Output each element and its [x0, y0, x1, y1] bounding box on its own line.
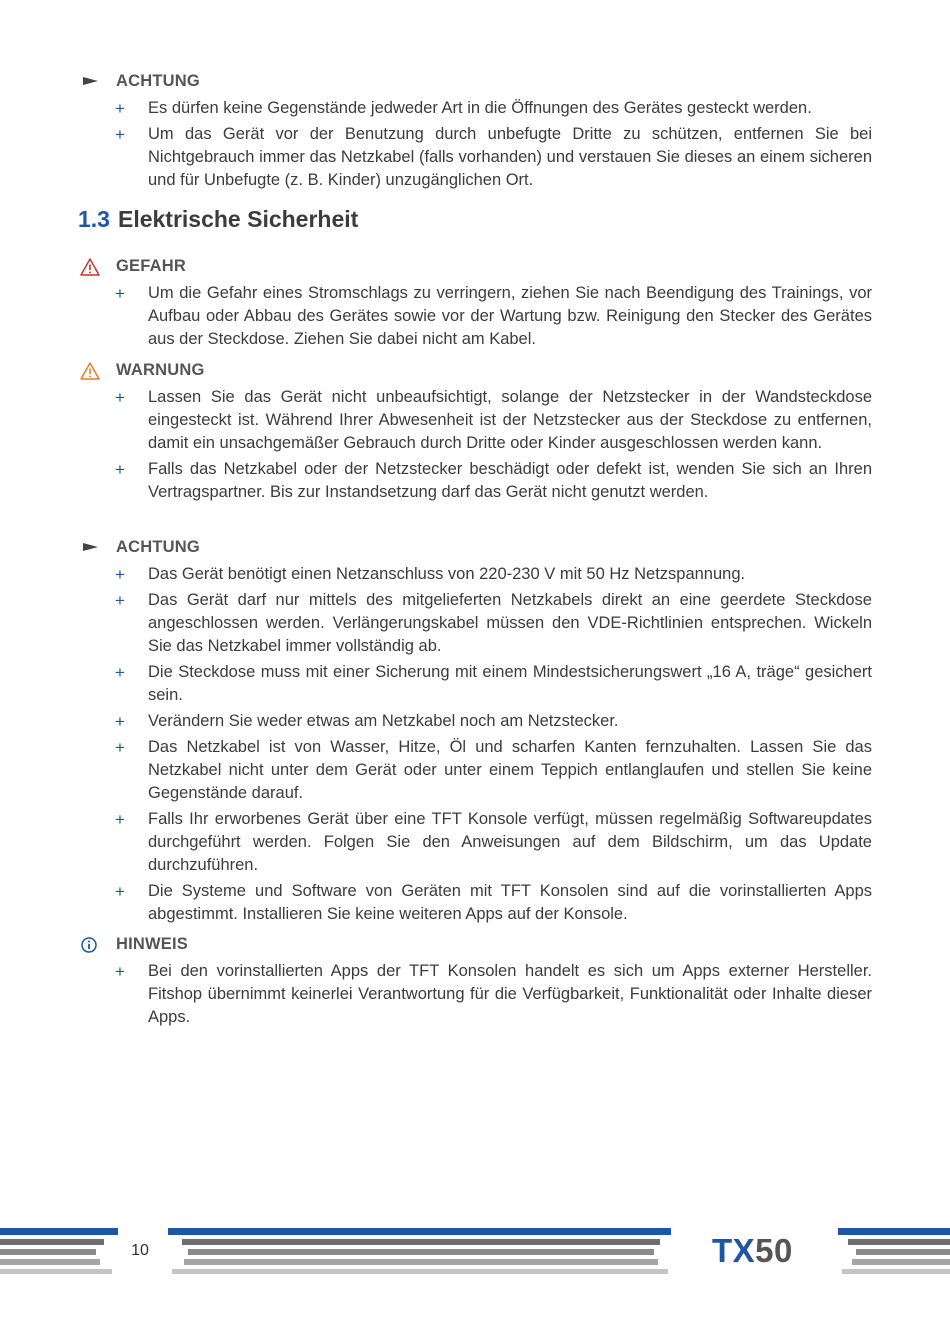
achtung-block — [0, 72, 950, 192]
plus-bullet-icon: + — [115, 99, 125, 118]
plus-bullet-icon: + — [115, 712, 125, 731]
plus-bullet-icon: + — [115, 460, 125, 479]
product-name — [712, 1232, 793, 1270]
block-title: ACHTUNG — [116, 72, 200, 90]
list-item — [115, 282, 872, 351]
item-text: Falls das Netzkabel oder der Netzstecker beschädigt oder defekt ist, wenden Sie sich an Ihren Vertragspartner. Bis zur Instandsetzung darf das Gerät nicht genutzt werden. — [148, 460, 872, 501]
section-heading — [78, 206, 358, 233]
block-title: GEFAHR — [116, 257, 186, 275]
plus-bullet-icon: + — [115, 565, 125, 584]
list-item — [115, 736, 872, 805]
page-footer — [0, 1222, 950, 1282]
plus-bullet-icon: + — [115, 388, 125, 407]
item-text: Lassen Sie das Gerät nicht unbeaufsichtigt, solange der Netzstecker in der Wandsteckdose eingesteckt ist. Während Ihrer Abwesenheit ist der Netzstecker aus der Steckdose zu entfernen, damit ein unsachgemäßer Gebrauch durch Dritte oder Kinder ausgeschlossen werden kann. — [148, 388, 872, 452]
section-title: Elektrische Sicherheit — [117, 206, 359, 232]
list-item — [115, 710, 872, 733]
hinweis-block — [0, 935, 950, 1029]
plus-bullet-icon: + — [115, 738, 125, 757]
list-item — [115, 97, 872, 120]
list-item — [115, 458, 872, 504]
plus-bullet-icon: + — [115, 591, 125, 610]
block-title: HINWEIS — [116, 935, 188, 953]
page-number: 10 — [131, 1242, 149, 1259]
item-text: Das Netzkabel ist von Wasser, Hitze, Öl und scharfen Kanten fernzuhalten. Lassen Sie das Netzkabel nicht unter dem Gerät oder unter einem Teppich entlanglaufen und stellen Sie keine Gegenstände darauf. — [148, 738, 872, 802]
item-text: Bei den vorinstallierten Apps der TFT Konsolen handelt es sich um Apps externer Hersteller. Fitshop übernimmt keinerlei Verantwortung für die Verfügbarkeit, Funktionalität oder Inhalte dieser Apps. — [148, 962, 872, 1026]
item-text: Die Systeme und Software von Geräten mit TFT Konsolen sind auf die vorinstallierten Apps abgestimmt. Installieren Sie keine weiteren Apps auf der Konsole. — [148, 882, 872, 923]
info-circle-icon — [80, 935, 100, 955]
block-title: WARNUNG — [116, 361, 205, 379]
product-suffix: 50 — [755, 1232, 793, 1269]
list-item — [115, 589, 872, 658]
section-number: 1.3 — [78, 206, 110, 232]
list-item — [115, 123, 872, 192]
warnung-block — [0, 361, 950, 504]
item-text: Falls Ihr erworbenes Gerät über eine TFT Konsole verfügt, müssen regelmäßig Softwareupdates durchgeführt werden. Folgen Sie den Anweisungen auf dem Bildschirm, um das Update durchzuführen. — [148, 810, 872, 874]
achtung-block — [0, 538, 950, 926]
plus-bullet-icon: + — [115, 663, 125, 682]
list-item — [115, 960, 872, 1029]
list-item — [115, 661, 872, 707]
list-item — [115, 880, 872, 926]
item-text: Um das Gerät vor der Benutzung durch unbefugte Dritte zu schützen, entfernen Sie bei Nichtgebrauch immer das Netzkabel (falls vorhanden) und verstauen Sie dieses an einem sicheren und für Unbefugte (z. B. Kinder) unzugänglichen Ort. — [148, 125, 872, 189]
warning-triangle-icon — [80, 361, 100, 381]
item-text: Das Gerät darf nur mittels des mitgelieferten Netzkabels direkt an eine geerdete Steckdose angeschlossen werden. Verlängerungskabel müssen den VDE-Richtlinien entsprechen. Wickeln Sie das Netzkabel immer vollständig ab. — [148, 591, 872, 655]
block-title: ACHTUNG — [116, 538, 200, 556]
arrow-pointer-icon — [80, 538, 100, 558]
arrow-pointer-icon — [80, 72, 100, 92]
list-item — [115, 386, 872, 455]
item-text: Um die Gefahr eines Stromschlags zu verringern, ziehen Sie nach Beendigung des Trainings, vor Aufbau oder Abbau des Gerätes sowie vor der Wartung bzw. Reinigung den Stecker des Gerätes aus der Steckdose. Ziehen Sie dabei nicht am Kabel. — [148, 284, 872, 348]
list-item — [115, 808, 872, 877]
plus-bullet-icon: + — [115, 962, 125, 981]
plus-bullet-icon: + — [115, 882, 125, 901]
item-text: Es dürfen keine Gegenstände jedweder Art in die Öffnungen des Gerätes gesteckt werden. — [148, 99, 812, 117]
plus-bullet-icon: + — [115, 125, 125, 144]
item-text: Das Gerät benötigt einen Netzanschluss von 220-230 V mit 50 Hz Netzspannung. — [148, 565, 746, 583]
product-prefix: TX — [712, 1232, 756, 1269]
gefahr-block — [0, 257, 950, 351]
list-item — [115, 563, 872, 586]
plus-bullet-icon: + — [115, 810, 125, 829]
item-text: Die Steckdose muss mit einer Sicherung mit einem Mindestsicherungswert „16 A, träge“ gesichert sein. — [148, 663, 872, 704]
item-text: Verändern Sie weder etwas am Netzkabel noch am Netzstecker. — [148, 712, 619, 730]
warning-triangle-icon — [80, 257, 100, 277]
plus-bullet-icon: + — [115, 284, 125, 303]
